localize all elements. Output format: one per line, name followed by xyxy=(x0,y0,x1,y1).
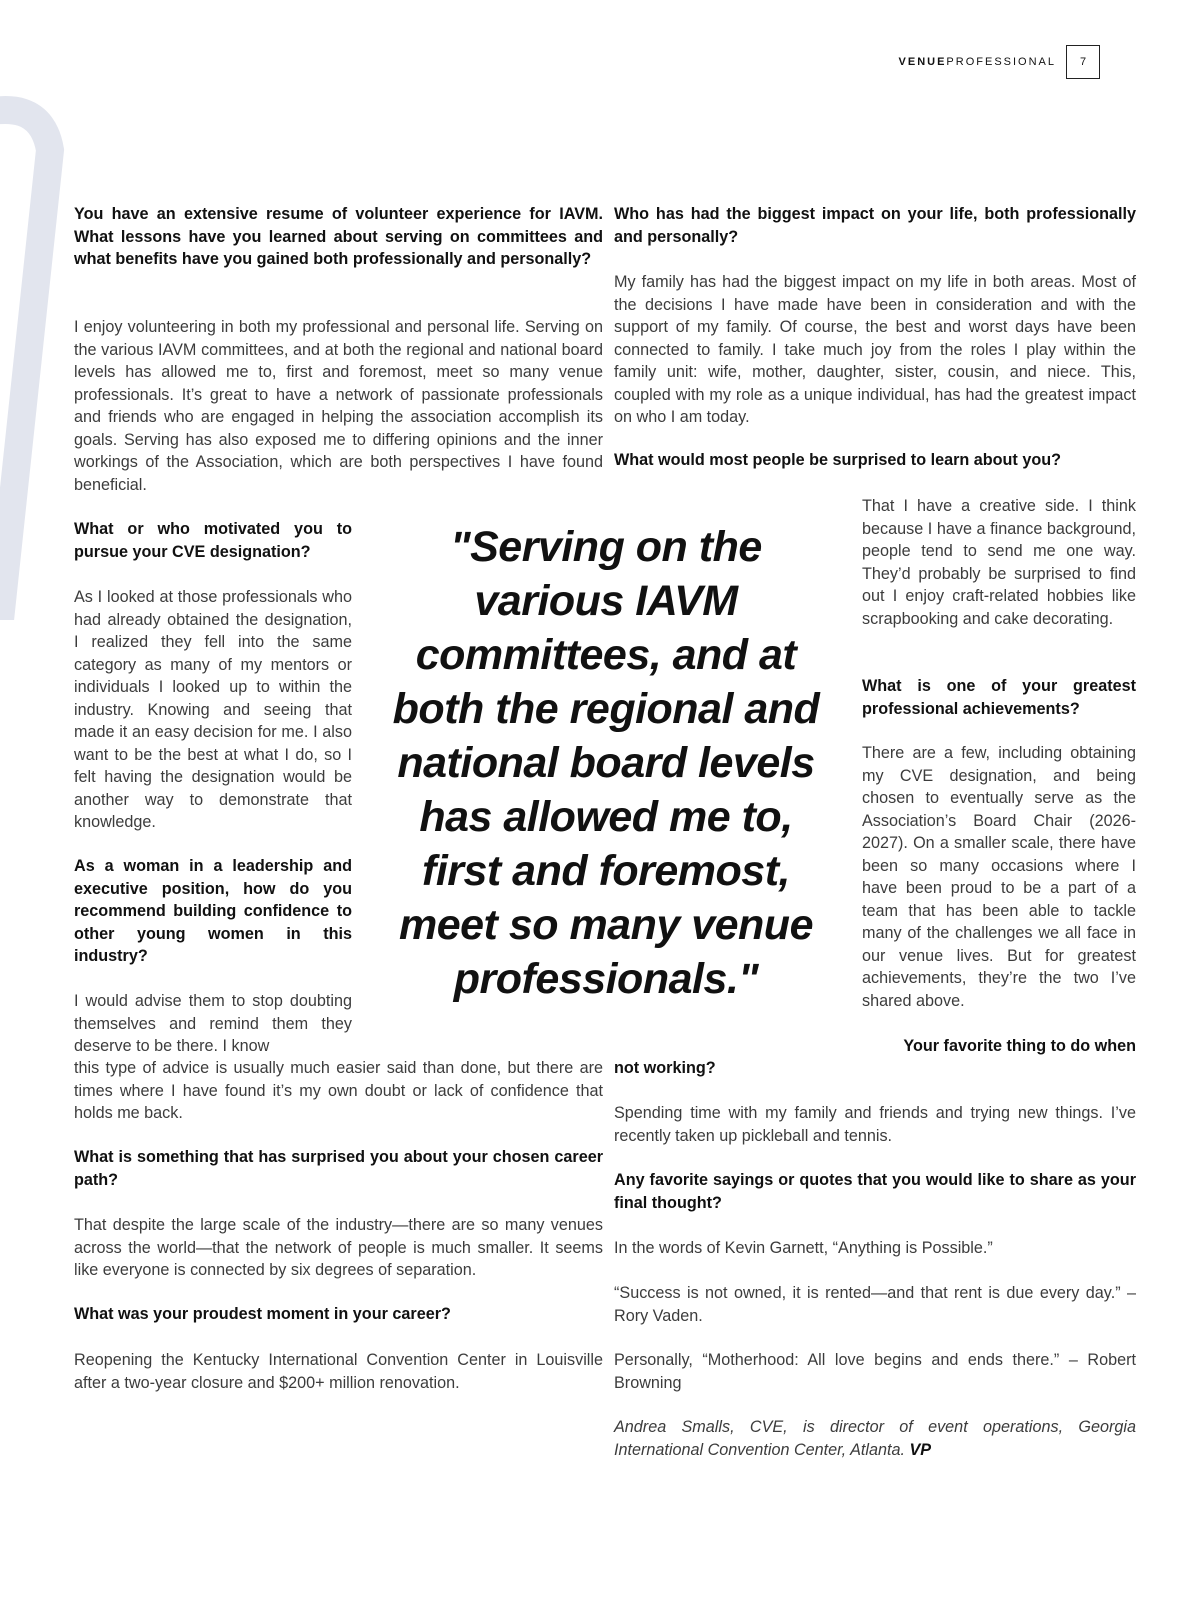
question-volunteer-experience: You have an extensive resume of volunteer experience for IAVM. What lessons have you learned about serving on committees and what benefits have you gained both professionally and personally? xyxy=(74,205,603,268)
publication-brand: VENUEPROFESSIONAL xyxy=(898,56,1056,68)
question-favorite-thing-part2: not working? xyxy=(614,1059,716,1077)
answer-confidence-advice-part2: this type of advice is usually much easier said than done, but there are times where I have found it’s my own doubt or lack of confidence that holds me back. xyxy=(74,1059,603,1122)
answer-career-surprise: That despite the large scale of the industry—there are so many venues across the world—that the network of people is much smaller. It seems like everyone is connected by six degrees of separation. xyxy=(74,1216,603,1279)
answer-volunteer-experience: I enjoy volunteering in both my professional and personal life. Serving on the various IAVM committees, and at both the regional and national board levels has allowed me to, first and foremost, meet so many venue professionals. It’s great to have a network of passionate professionals and friends who are engaged in helping the association accomplish its goals. Serving has also exposed me to differing opinions and the inner workings of the Association, which are both perspectives I have found beneficial. xyxy=(74,318,603,494)
quote-rory-vaden: “Success is not owned, it is rented—and that rent is due every day.” – Rory Vaden. xyxy=(614,1284,1136,1325)
author-bio: Andrea Smalls, CVE, is director of event operations, Georgia International Convention Center, Atlanta. VP xyxy=(614,1418,1136,1459)
question-greatest-achievement: What is one of your greatest professional achievements? xyxy=(862,677,1136,718)
question-favorite-sayings: Any favorite sayings or quotes that you would like to share as your final thought? xyxy=(614,1171,1136,1212)
answer-greatest-achievement: There are a few, including obtaining my CVE designation, and being chosen to eventually serve as the Association’s Board Chair (2026-2027). On a smaller scale, there have been so many occasions where I have been proud to be a part of a team that has been able to tackle many of the challenges we all face in our venue lives. But for greatest achievements, they’re the two I’ve shared above. xyxy=(862,744,1136,1010)
question-biggest-impact: Who has had the biggest impact on your life, both professionally and personally? xyxy=(614,205,1136,246)
answer-biggest-impact: My family has had the biggest impact on my life in both areas. Most of the decisions I have made have been in consideration and with the support of my family. Of course, the best and worst days have been connected to family. I take much joy from the roles I play within the family unit: wife, mother, daughter, sister, cousin, and niece. This, coupled with my role as a unique individual, has had the greatest impact on who I am today. xyxy=(614,273,1136,426)
answer-favorite-thing: Spending time with my family and friends and trying new things. I’ve recently taken up pickleball and tennis. xyxy=(614,1104,1136,1145)
question-favorite-thing-part1: Your favorite thing to do when xyxy=(903,1037,1136,1055)
quote-robert-browning: Personally, “Motherhood: All love begins and ends there.” – Robert Browning xyxy=(614,1351,1136,1392)
answer-surprising-fact: That I have a creative side. I think because I have a finance background, people tend to send me one way. They’d probably be surprised to find out I enjoy craft-related hobbies like scrapbooking and cake decorating. xyxy=(862,497,1136,628)
question-career-surprise: What is something that has surprised you about your chosen career path? xyxy=(74,1148,603,1189)
pull-quote: "Serving on the various IAVM committees, and at both the regional and national board levels has allowed me to, first and foremost, meet so many venue professionals." xyxy=(392,523,820,1003)
quote-kevin-garnett: In the words of Kevin Garnett, “Anything is Possible.” xyxy=(614,1239,993,1257)
vp-end-mark: VP xyxy=(909,1440,932,1459)
page-number: 7 xyxy=(1066,45,1100,79)
question-confidence-advice: As a woman in a leadership and executive position, how do you recommend building confidence to other young women in this industry? xyxy=(74,857,352,965)
question-surprising-fact: What would most people be surprised to learn about you? xyxy=(614,451,1061,469)
question-proudest-moment: What was your proudest moment in your career? xyxy=(74,1305,451,1323)
question-cve-motivation: What or who motivated you to pursue your CVE designation? xyxy=(74,520,352,561)
answer-cve-motivation: As I looked at those professionals who had already obtained the designation, I realized they fell into the same category as many of my mentors or individuals I looked up to within the industry. Knowing and seeing that made it an easy decision for me. I also want to be the best at what I do, so I felt having the designation would be another way to demonstrate that knowledge. xyxy=(74,588,352,831)
answer-confidence-advice-part1: I would advise them to stop doubting themselves and remind them they deserve to be there. I know xyxy=(74,992,352,1055)
answer-proudest-moment: Reopening the Kentucky International Convention Center in Louisville after a two-year closure and $200+ million renovation. xyxy=(74,1351,603,1392)
page-header xyxy=(899,44,1100,80)
